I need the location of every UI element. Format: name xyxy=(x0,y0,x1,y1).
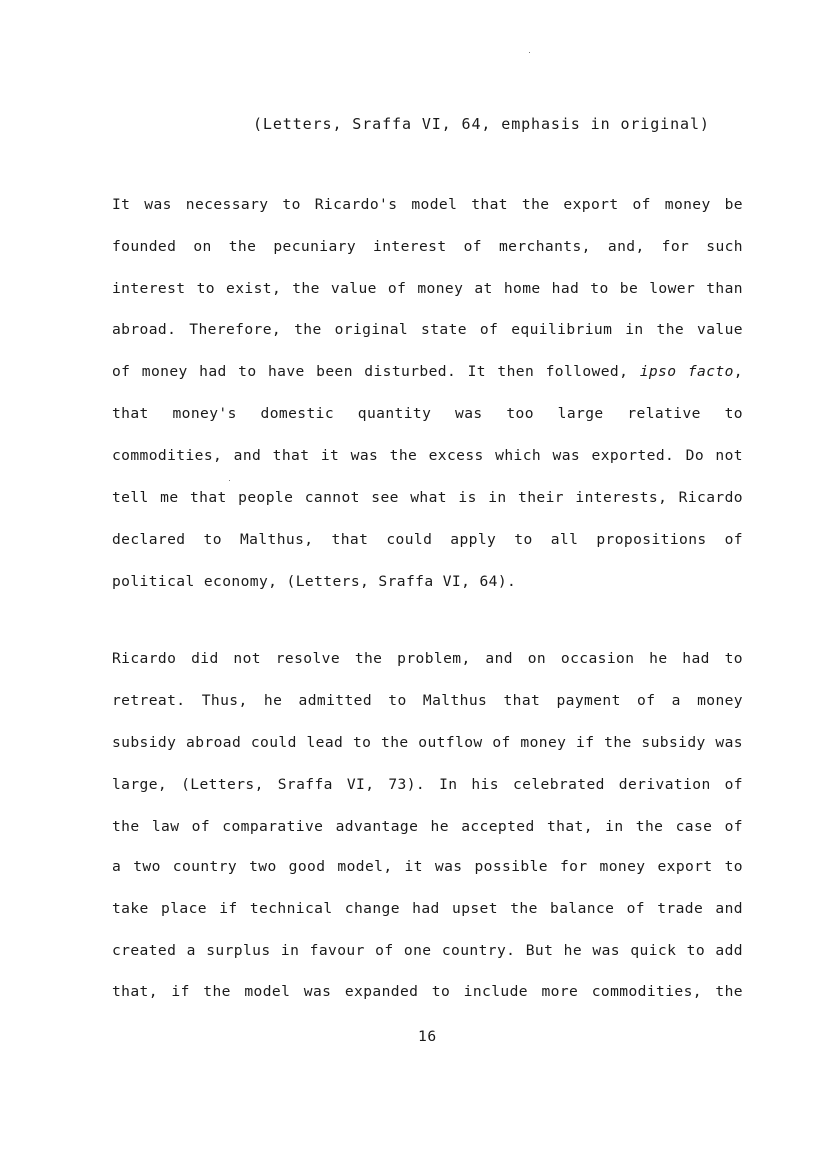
text-line: Ricardo did not resolve the problem, and on occasion he had to xyxy=(112,650,743,667)
text-line: commodities, and that it was the excess which was exported. Do not xyxy=(112,447,743,464)
text-line: abroad. Therefore, the original state of equilibrium in the value xyxy=(112,321,743,338)
text-line: tell me that people cannot see what is in their interests, Ricardo xyxy=(112,489,743,506)
text-segment: of money had to have been disturbed. It then followed, xyxy=(112,363,640,380)
text-line: that, if the model was expanded to include more commodities, the xyxy=(112,983,743,1000)
text-line: created a surplus in favour of one country. But he was quick to add xyxy=(112,942,743,959)
text-line: It was necessary to Ricardo's model that the export of money be xyxy=(112,196,743,213)
text-line: founded on the pecuniary interest of merchants, and, for such xyxy=(112,238,743,255)
text-line: take place if technical change had upset the balance of trade and xyxy=(112,900,743,917)
page-number: 16 xyxy=(418,1028,437,1045)
text-segment: , xyxy=(733,363,743,380)
text-line xyxy=(112,362,743,382)
text-line: that money's domestic quantity was too large relative to xyxy=(112,405,743,422)
scan-speck xyxy=(229,480,230,481)
text-line: large, (Letters, Sraffa VI, 73). In his celebrated derivation of xyxy=(112,776,743,793)
text-line: political economy, (Letters, Sraffa VI, 64). xyxy=(112,573,517,590)
text-line: declared to Malthus, that could apply to all propositions of xyxy=(112,531,743,548)
scan-speck xyxy=(529,52,530,53)
text-line: the law of comparative advantage he accepted that, in the case of xyxy=(112,818,743,835)
text-line: a two country two good model, it was possible for money export to xyxy=(112,858,743,875)
text-line: interest to exist, the value of money at home had to be lower than xyxy=(112,280,743,297)
text-line: retreat. Thus, he admitted to Malthus that payment of a money xyxy=(112,692,743,709)
block-quote-citation: (Letters, Sraffa VI, 64, emphasis in original) xyxy=(253,115,710,133)
emphasis-ipso-facto: ipso facto xyxy=(639,363,734,380)
text-line: subsidy abroad could lead to the outflow of money if the subsidy was xyxy=(112,734,743,751)
